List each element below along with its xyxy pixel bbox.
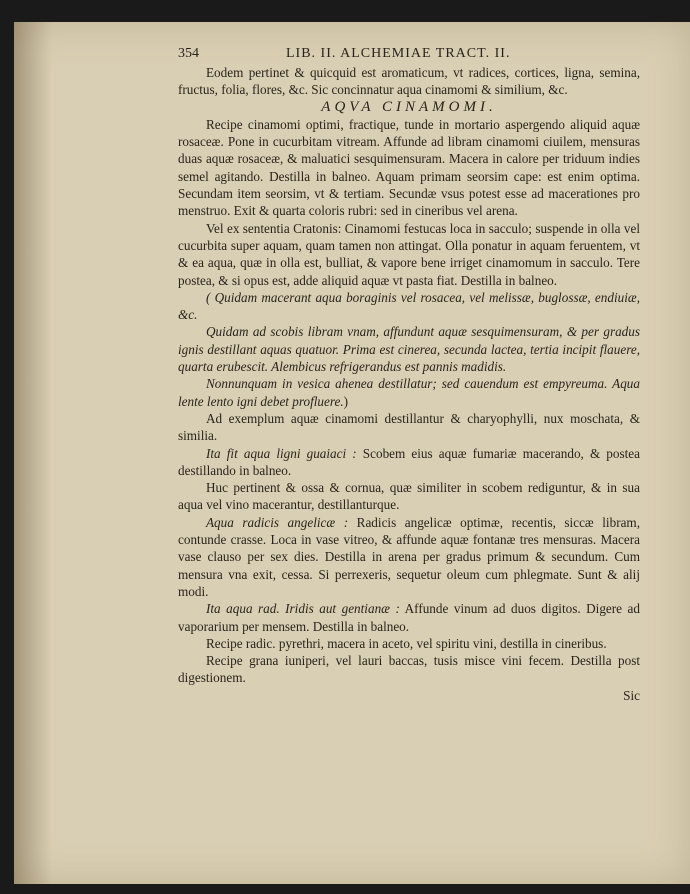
angelica-paragraph (178, 514, 640, 600)
iris-lead: Ita aqua rad. Iridis aut gentianæ : (206, 601, 400, 617)
closing-paren: ) (343, 393, 349, 409)
recipe-paragraph: Recipe cinamomi optimi, fractique, tunde in mortario aspergendo aliquid aquæ rosaceæ. Pone in cucurbitam vitream. Affunde ad libram cinamomi ciuilem, mensuras duas aquæ rosaceæ, & maluatici sesquimensuram. Macera in calore per triduum indies semel agitando. Destilla in balneo. Aquam primam seorsim cape: est enim optima. Secundam item seorsim, vt & tertiam. Secundæ vsus potest esse ad macerationes pro menstruo. Exit & quarta coloris rubri: sed in cineribus vel arena. (178, 116, 640, 219)
intro-paragraph: Eodem pertinet & quicquid est aromaticum, vt radices, cortices, ligna, semina, fructus, folia, flores, &c. Sic concinnatur aqua cinamomi & similium, &c. (178, 65, 640, 98)
catchword: Sic (623, 687, 640, 703)
example-paragraph: Ad exemplum aquæ cinamomi destillantur & charyophylli, nux moschata, & similia. (178, 410, 640, 444)
guaiac-lead: Ita fit aqua ligni guaiaci : (206, 445, 357, 461)
craton-paragraph: Vel ex sententia Cratonis: Cinamomi festucas loca in sacculo; suspende in olla vel cucurbita super aquam, quam tamen non attingat. Olla ponatur in aquam feruentem, vt & ea aqua, quæ in olla est, bulliat, & vapore bene irriget cinamomum in sacculo. Tere postea, & si opus est, adde aliquid aquæ vt pasta fiat. Destilla in balneo. (178, 220, 640, 288)
variant-note-1: ( Quidam macerant aqua boraginis vel rosacea, vel melissæ, buglossæ, endiuiæ, &c. (178, 289, 640, 323)
section-title: AQVA CINAMOMI. (321, 98, 497, 115)
angelica-lead: Aqua radicis angelicæ : (206, 514, 349, 530)
page-number: 354 (178, 46, 199, 61)
iris-paragraph (178, 600, 640, 635)
running-title: LIB. II. ALCHEMIAE TRACT. II. (286, 46, 511, 61)
angelica-text: Radicis angelicæ optimæ, recentis, siccæ libram, contunde crasse. Loca in vase vitreo, & affunde aquæ fontanæ tres mensuras. Macera vase clauso per sex dies. Destilla in arena per gradus primum & secundum. Cum mensura vna exit, cessa. Si perrexeris, sequetur oleum cum phlegmate. Sunt & alij modi. (178, 514, 640, 599)
guaiac-paragraph (178, 445, 640, 480)
bones-paragraph: Huc pertinent & ossa & cornua, quæ similiter in scobem rediguntur, & in sua aqua vel vino macerantur, destillanturque. (178, 480, 640, 513)
variant-note-3-text: Nonnunquam in vesica ahenea destillatur; sed cauendum est empyreuma. Aqua lente lento igni debet profluere. (178, 376, 640, 409)
variant-note-2: Quidam ad scobis libram vnam, affundunt aquæ sesquimensuram, & per gradus ignis destillant aquas quatuor. Prima est cinerea, secunda lactea, tertia incipit flauere, quarta erubescit. Alembicus refrigerandus est pannis madidis. (178, 324, 640, 375)
variant-note-3 (178, 375, 640, 410)
guaiac-text: Scobem eius aquæ fumariæ macerando, & postea destillando in balneo. (178, 445, 640, 478)
juniper-paragraph: Recipe grana iuniperi, vel lauri baccas, tusis misce vini fecem. Destilla post digestionem. (178, 653, 640, 686)
pyrethrum-paragraph: Recipe radic. pyrethri, macera in aceto, vel spiritu vini, destilla in cineribus. (206, 635, 607, 651)
iris-text: Affunde vinum ad duos digitos. Digere ad vaporarium per mensem. Destilla in balneo. (178, 601, 640, 634)
page-text-block (178, 45, 640, 704)
page-header (178, 45, 640, 64)
